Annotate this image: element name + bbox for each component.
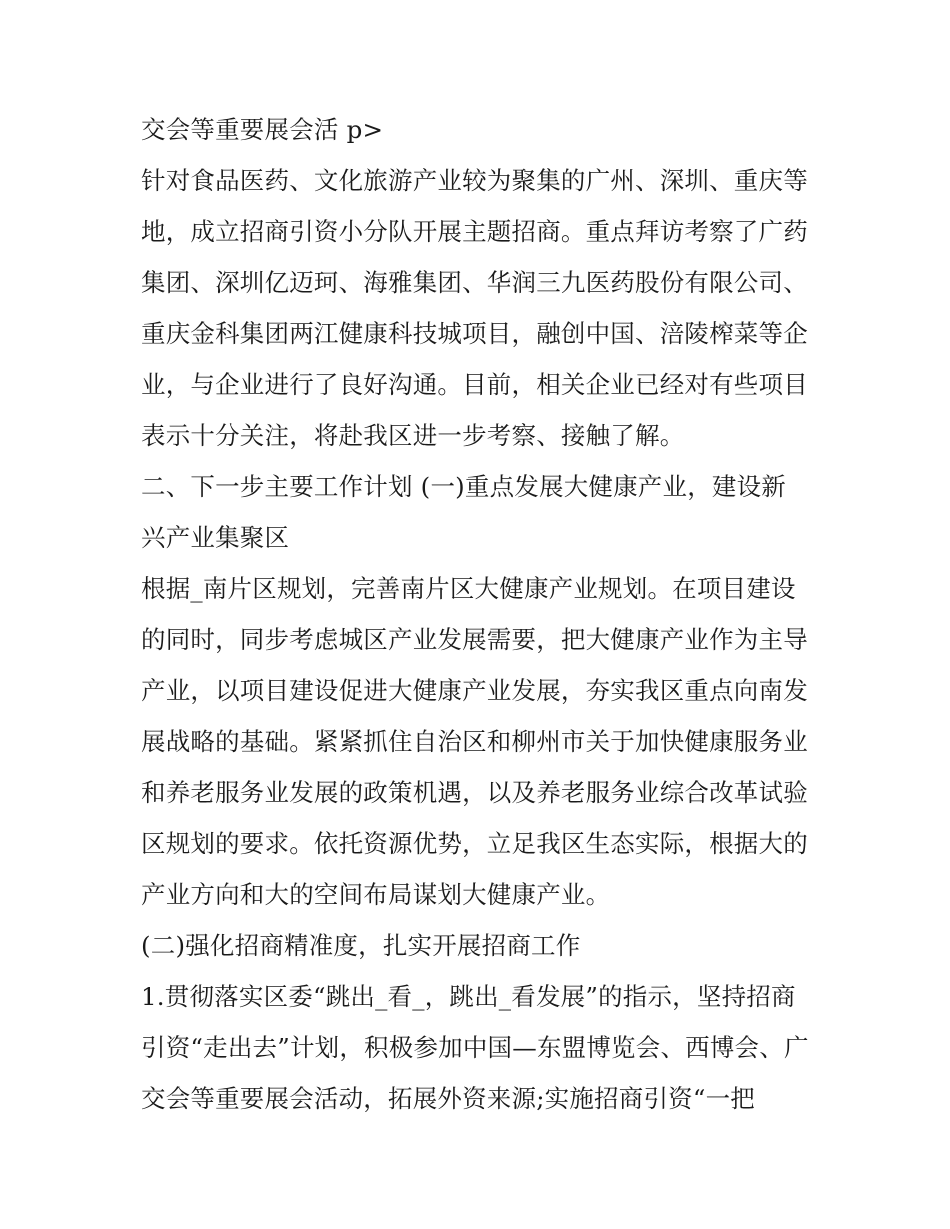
text-line: 针对食品医药、文化旅游产业较为聚集的广州、深圳、重庆等 xyxy=(141,166,808,195)
subsection-heading: (二)强化招商精准度，扎实开展招商工作 xyxy=(141,931,581,960)
text-line: 根据_南片区规划，完善南片区大健康产业规划。在项目建设 xyxy=(141,574,796,603)
text-line: 和养老服务业发展的政策机遇，以及养老服务业综合改革试验 xyxy=(141,778,808,807)
text-line: 产业方向和大的空间布局谋划大健康产业。 xyxy=(141,880,611,909)
text-line: 引资“走出去”计划，积极参加中国—东盟博览会、西博会、广 xyxy=(141,1033,809,1062)
text-line: 展战略的基础。紧紧抓住自治区和柳州市关于加快健康服务业 xyxy=(141,727,808,756)
section-heading-continuation: 兴产业集聚区 xyxy=(141,523,290,552)
text-line: 的同时，同步考虑城区产业发展需要，把大健康产业作为主导 xyxy=(141,625,808,654)
text-line: 业，与企业进行了良好沟通。目前，相关企业已经对有些项目 xyxy=(141,370,808,399)
text-line: 地，成立招商引资小分队开展主题招商。重点拜访考察了广药 xyxy=(141,217,808,246)
section-heading: 二、下一步主要工作计划 (一)重点发展大健康产业，建设新 xyxy=(141,472,787,501)
text-line: 表示十分关注，将赴我区进一步考察、接触了解。 xyxy=(141,421,685,450)
text-line: 重庆金科集团两江健康科技城项目，融创中国、涪陵榨菜等企 xyxy=(141,319,808,348)
text-line: 交会等重要展会活 p> xyxy=(141,115,384,144)
text-line: 产业，以项目建设促进大健康产业发展，夯实我区重点向南发 xyxy=(141,676,808,705)
text-line: 集团、深圳亿迈珂、海雅集团、华润三九医药股份有限公司、 xyxy=(141,268,808,297)
text-line: 交会等重要展会活动，拓展外资来源;实施招商引资“一把 xyxy=(141,1084,755,1113)
text-line: 1.贯彻落实区委“跳出_看_，跳出_看发展”的指示，坚持招商 xyxy=(141,982,796,1011)
text-line: 区规划的要求。依托资源优势，立足我区生态实际，根据大的 xyxy=(141,829,808,858)
